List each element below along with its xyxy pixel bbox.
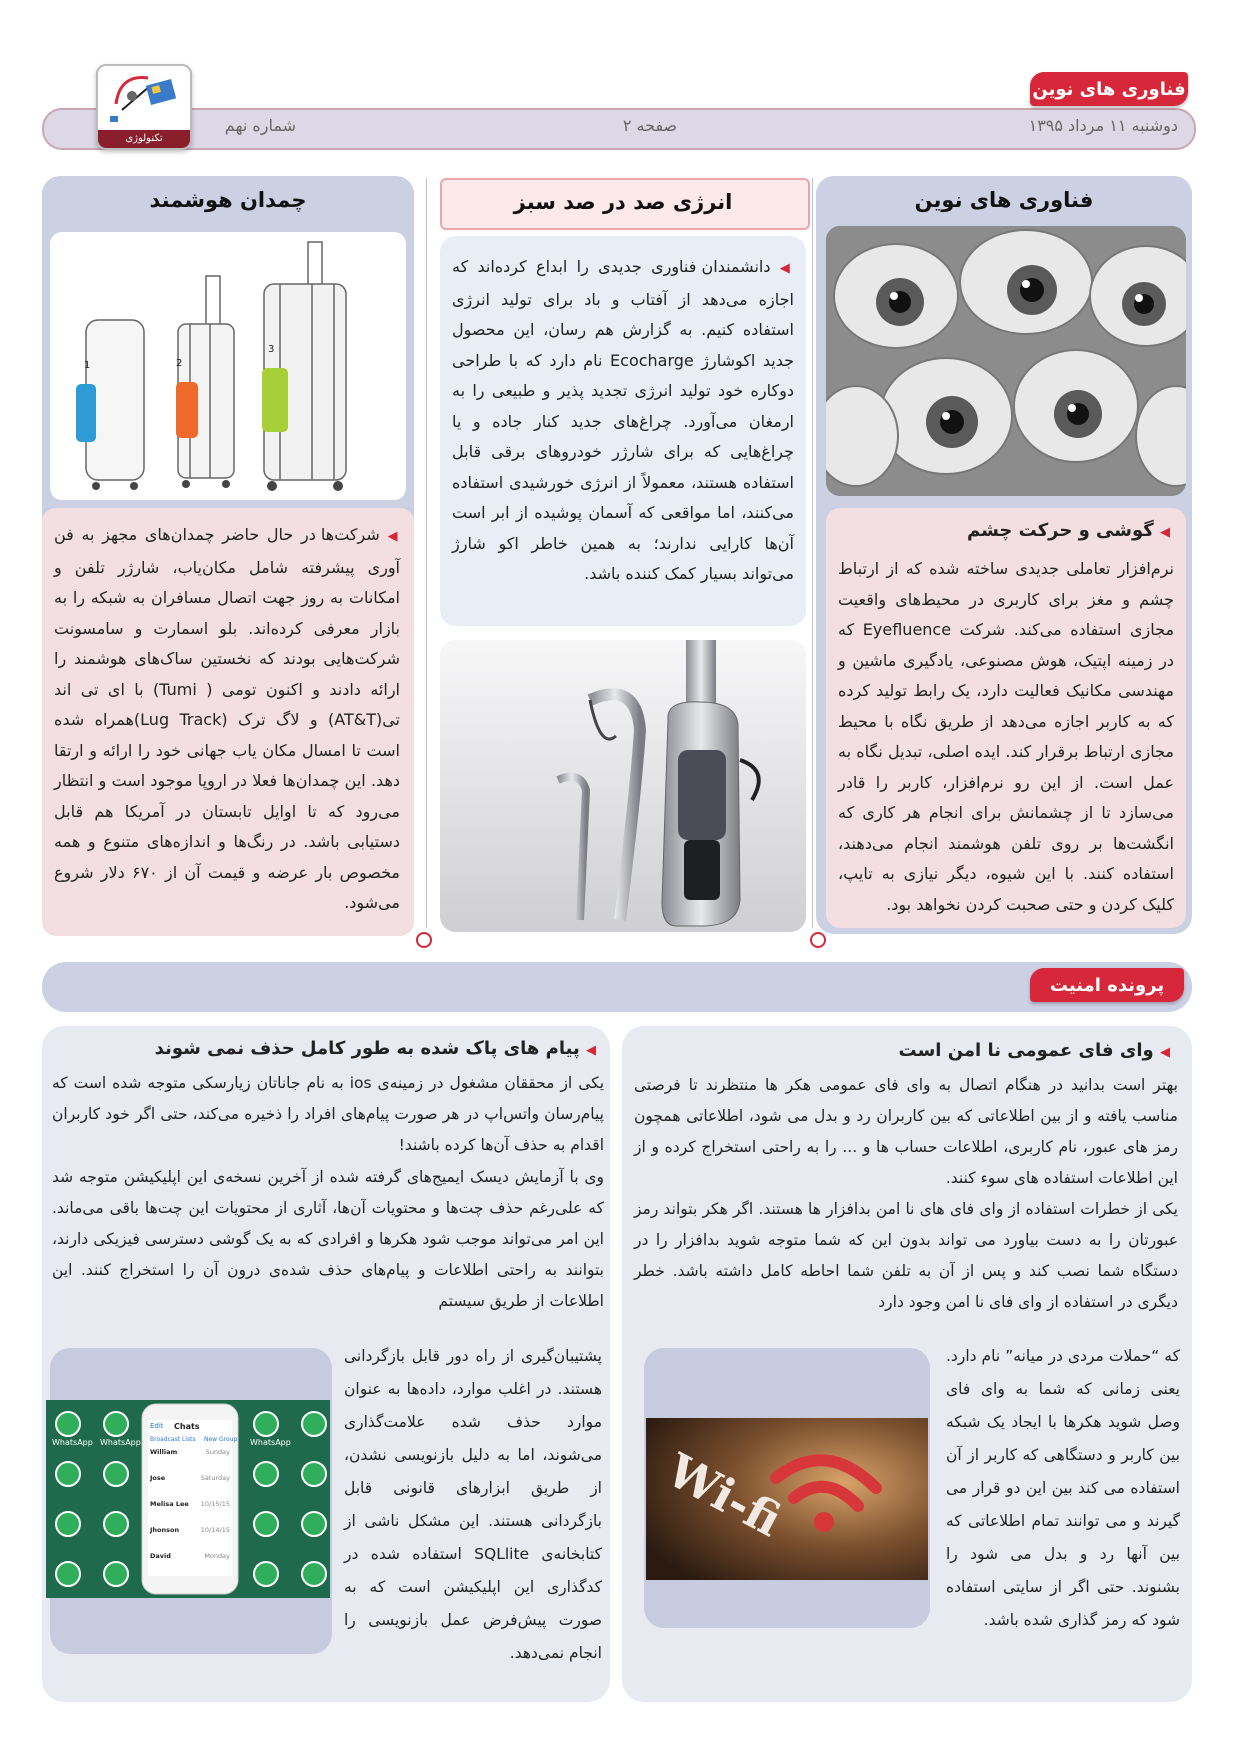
bullet-triangle-icon: ◀ <box>779 261 794 276</box>
chat-time: Monday <box>204 1552 230 1560</box>
messages-paragraph-1: یکی از محققان مشغول در زمینه‌ی ios به نام جاناتان زیارسکی متوجه شده است که پیام‌رسان واتس‌اپ در هر صورت پیام‌های افراد را ذخیره می‌کند، حتی اگر خود کاربران اقدام به حذف آن‌ها کرده باشند! <box>52 1074 605 1154</box>
phone-new-group-link: New Group <box>204 1436 238 1443</box>
whatsapp-label: WhatsApp <box>100 1438 141 1447</box>
middle-column-title: انرژی صد در صد سبز <box>513 190 733 214</box>
right-column-title: فناوری های نوین <box>914 188 1094 212</box>
messages-paragraph-2: وی با آزمایش دیسک ایمیج‌های گرفته شده از آخرین نسخه‌ی این اپلیکیشن متوجه شد که علی‌رغم حذف چت‌ها و محتویات آن‌ها، آثاری از محتویات این چت‌ها باقی می‌ماند. این امر می‌تواند موجب شود هکرها و افرادی که به یک گوشی دسترسی فیزیکی دارند، بتوانند به راحتی اطلاعات و پیام‌های حذف شده‌ی درون آن را استخراج کنند. این اطلاعات از طریق سیستم <box>52 1168 604 1310</box>
messages-paragraph-3: پشتیبان‌گیری از راه دور قابل بازگردانی هستند. در اغلب موارد، داده‌ها به عنوان موارد حذف شده علامت‌گذاری می‌شوند، اما به دلیل بازنویسی نشدن، از طریق ابزارهای قانونی قابل بازگردانی هستند. این مشکل ناشی از کتابخانه‌ی SQLlite استفاده شده در کدگذاری این اپلیکیشن است که به صورت پیش‌فرض عمل بازنویسی را انجام نمی‌دهد. <box>344 1347 602 1662</box>
phone-chat-row <box>150 1552 230 1560</box>
phone-broadcast-link: Broadcast Lists <box>150 1436 196 1443</box>
chat-name: David <box>150 1552 171 1560</box>
whatsapp-label: WhatsApp <box>52 1438 93 1447</box>
phone-chat-row <box>150 1500 230 1508</box>
column-divider-right <box>812 178 813 928</box>
wifi-image <box>646 1418 928 1580</box>
right-body: نرم‌افزار تعاملی جدیدی ساخته شده که از ارتباط چشم و مغز برای کاربری در محیط‌های واقعیت مجازی استفاده می‌کند. شرکت Eyefluence که در زمینه اپتیک، هوش مصنوعی، یادگیری ماشین و مهندسی مکانیک فعالیت دارد، یک رابط تولید کرده که به کاربر اجازه می‌دهد از طریق نگاه با محیط مجازی ارتباط برقرار کند. ایده اصلی، تبدیل نگاه به عمل است. از این رو نرم‌افزار، کاربر را قادر می‌سازد تا از چشمانش برای انجام هر کاری که انگشت‌ها بر روی تلفن هوشمند انجام می‌دهند، استفاده کنند. با این شیوه، دیگر نیازی به تایپ، کلیک کردن و حتی صحبت کردن نخواهد بود. <box>838 559 1175 914</box>
ecocharge-image <box>440 640 806 932</box>
chat-time: Sunday <box>205 1448 230 1456</box>
luggage-image <box>50 232 406 500</box>
messages-heading: ◀ پیام های پاک شده به طور کامل حذف نمی شوند <box>154 1038 596 1059</box>
bullet-triangle-icon: ◀ <box>1160 525 1170 540</box>
security-section-tab: پرونده امنیت <box>1030 968 1184 1002</box>
wifi-image-text: Wi-fi <box>658 1442 791 1548</box>
phone-chat-row <box>150 1526 230 1534</box>
middle-body: ◀ دانشمندان فناوری جدیدی را ابداع کرده‌اند که اجازه می‌دهد از آفتاب و باد برای تولید انرژی استفاده کنیم. به گزارش هم رسان، این محصول جدید اکوشارژ Ecocharge نام دارد که با طراحی دوکاره خود تولید انرژی تجدید پذیر و طبیعی را به ارمغان می‌آورد. چراغ‌های جدید کنار جاده و یا چراغ‌هایی که برای شارژر خودروهای برقی قابل استفاده هستند، معمولاً از انرژی خورشیدی استفاده می‌کنند، اما مواقعی که آسمان پوشیده از ابر است آن‌ها کارایی ندارند؛ به همین خاطر اکو شارژ می‌تواند بسیار کمک کننده باشد. <box>452 257 795 583</box>
chat-name: Jose <box>150 1474 166 1482</box>
chat-time: Saturday <box>200 1474 230 1482</box>
issue-date: دوشنبه ۱۱ مرداد ۱۳۹۵ <box>1028 116 1178 135</box>
decor-circle <box>810 932 826 948</box>
chat-name: Melisa Lee <box>150 1500 189 1508</box>
chat-name: William <box>150 1448 178 1456</box>
decor-circle <box>416 932 432 948</box>
chat-time: 10/14/15 <box>200 1526 230 1534</box>
whatsapp-image <box>46 1400 330 1598</box>
phone-chats-title: Chats <box>174 1422 200 1431</box>
luggage-number: 2 <box>176 358 183 369</box>
wifi-paragraph-1: بهتر است بدانید در هنگام اتصال به وای فای عمومی هکر ها منتظرند تا فرصتی مناسب یافته و از بین اطلاعاتی که بین کاربران رد و بدل می شود، اطلاعاتی همچون رمز های عبور، نام کاربری، اطلاعات حساب ها و ... را به راحتی استخراج کرده و از این اطلاعات استفاده های سوء کنند. <box>634 1076 1178 1187</box>
issue-number: شماره نهم <box>224 116 296 135</box>
whatsapp-label: WhatsApp <box>250 1438 291 1447</box>
left-body: ◀ شرکت‌ها در حال حاضر چمدان‌های مجهز به فن آوری پیشرفته شامل مکان‌یاب، شارژر تلفن و امکانات به روز جهت اتصال مسافران به شبکه را به بازار معرفی کرده‌اند. بلو اسمارت و سامسونت شرکت‌هایی بودند که نخستین ساک‌های هوشمند را ارائه دادند و اکنون تومی ( Tumi) با ای تی اند تی(AT&T) و لاگ ترک (Lug Track)همراه شده است تا امسال مکان یاب جهانی خود را ارائه و ارتقا دهد. این چمدان‌ها فعلا در اروپا موجود است و انتظار می‌رود که تا اوایل تابستان در آمریکا هم قابل دستیابی باشد. در رنگ‌ها و اندازه‌های متنوع و همه مخصوص بار عرضه و قیمت آن از ۶۷۰ دلار شروع می‌شود. <box>54 525 401 912</box>
bullet-triangle-icon: ◀ <box>1160 1045 1170 1060</box>
eyes-image <box>826 226 1186 496</box>
page-number: صفحه ۲ <box>622 116 678 135</box>
section-tab-top: فناوری های نوین <box>1030 72 1188 106</box>
bullet-triangle-icon: ◀ <box>387 529 400 544</box>
phone-chat-row <box>150 1448 230 1456</box>
phone-edit-link: Edit <box>150 1422 164 1430</box>
wifi-paragraph-2: یکی از خطرات استفاده از وای فای های نا امن بدافزار ها هستند. اگر هکر بتواند رمز عبورتان را به دست بیاورد می تواند بدون این که شما متوجه شوید بدافزار را در دستگاه شما نصب کند و پس از آن به تلفن شما احاطه کامل داشته باشد. خطر دیگری در استفاده از وای فای نا امن وجود دارد <box>634 1200 1178 1311</box>
magazine-logo <box>96 64 192 150</box>
left-column-title: چمدان هوشمند <box>149 188 307 212</box>
phone-chat-row <box>150 1474 230 1482</box>
wifi-paragraph-3: که “حملات مردی در میانه” نام دارد. یعنی زمانی که شما به وای فای وصل شوید هکرها با ایجاد یک شبکه بین کاربر و دستگاهی که کاربر از آن استفاده می کند بین این دو قرار می گیرند و می توانند تمام اطلاعاتی که بین آنها رد و بدل می شود را بشنوند. حتی اگر از سایتی استفاده شود که رمز گذاری شده باشد. <box>946 1347 1180 1629</box>
luggage-number: 1 <box>84 360 91 371</box>
luggage-number: 3 <box>268 344 275 355</box>
column-divider-left <box>426 178 427 928</box>
chat-name: Jhonson <box>150 1526 180 1534</box>
logo-label: تکنولوژی <box>125 133 163 144</box>
chat-time: 10/15/15 <box>200 1500 230 1508</box>
bullet-triangle-icon: ◀ <box>586 1043 596 1058</box>
wifi-heading: ◀ وای فای عمومی نا امن است <box>898 1040 1170 1061</box>
right-subheading: ◀ گوشی و حرکت چشم <box>966 520 1170 541</box>
security-header-bar <box>42 962 1192 1012</box>
